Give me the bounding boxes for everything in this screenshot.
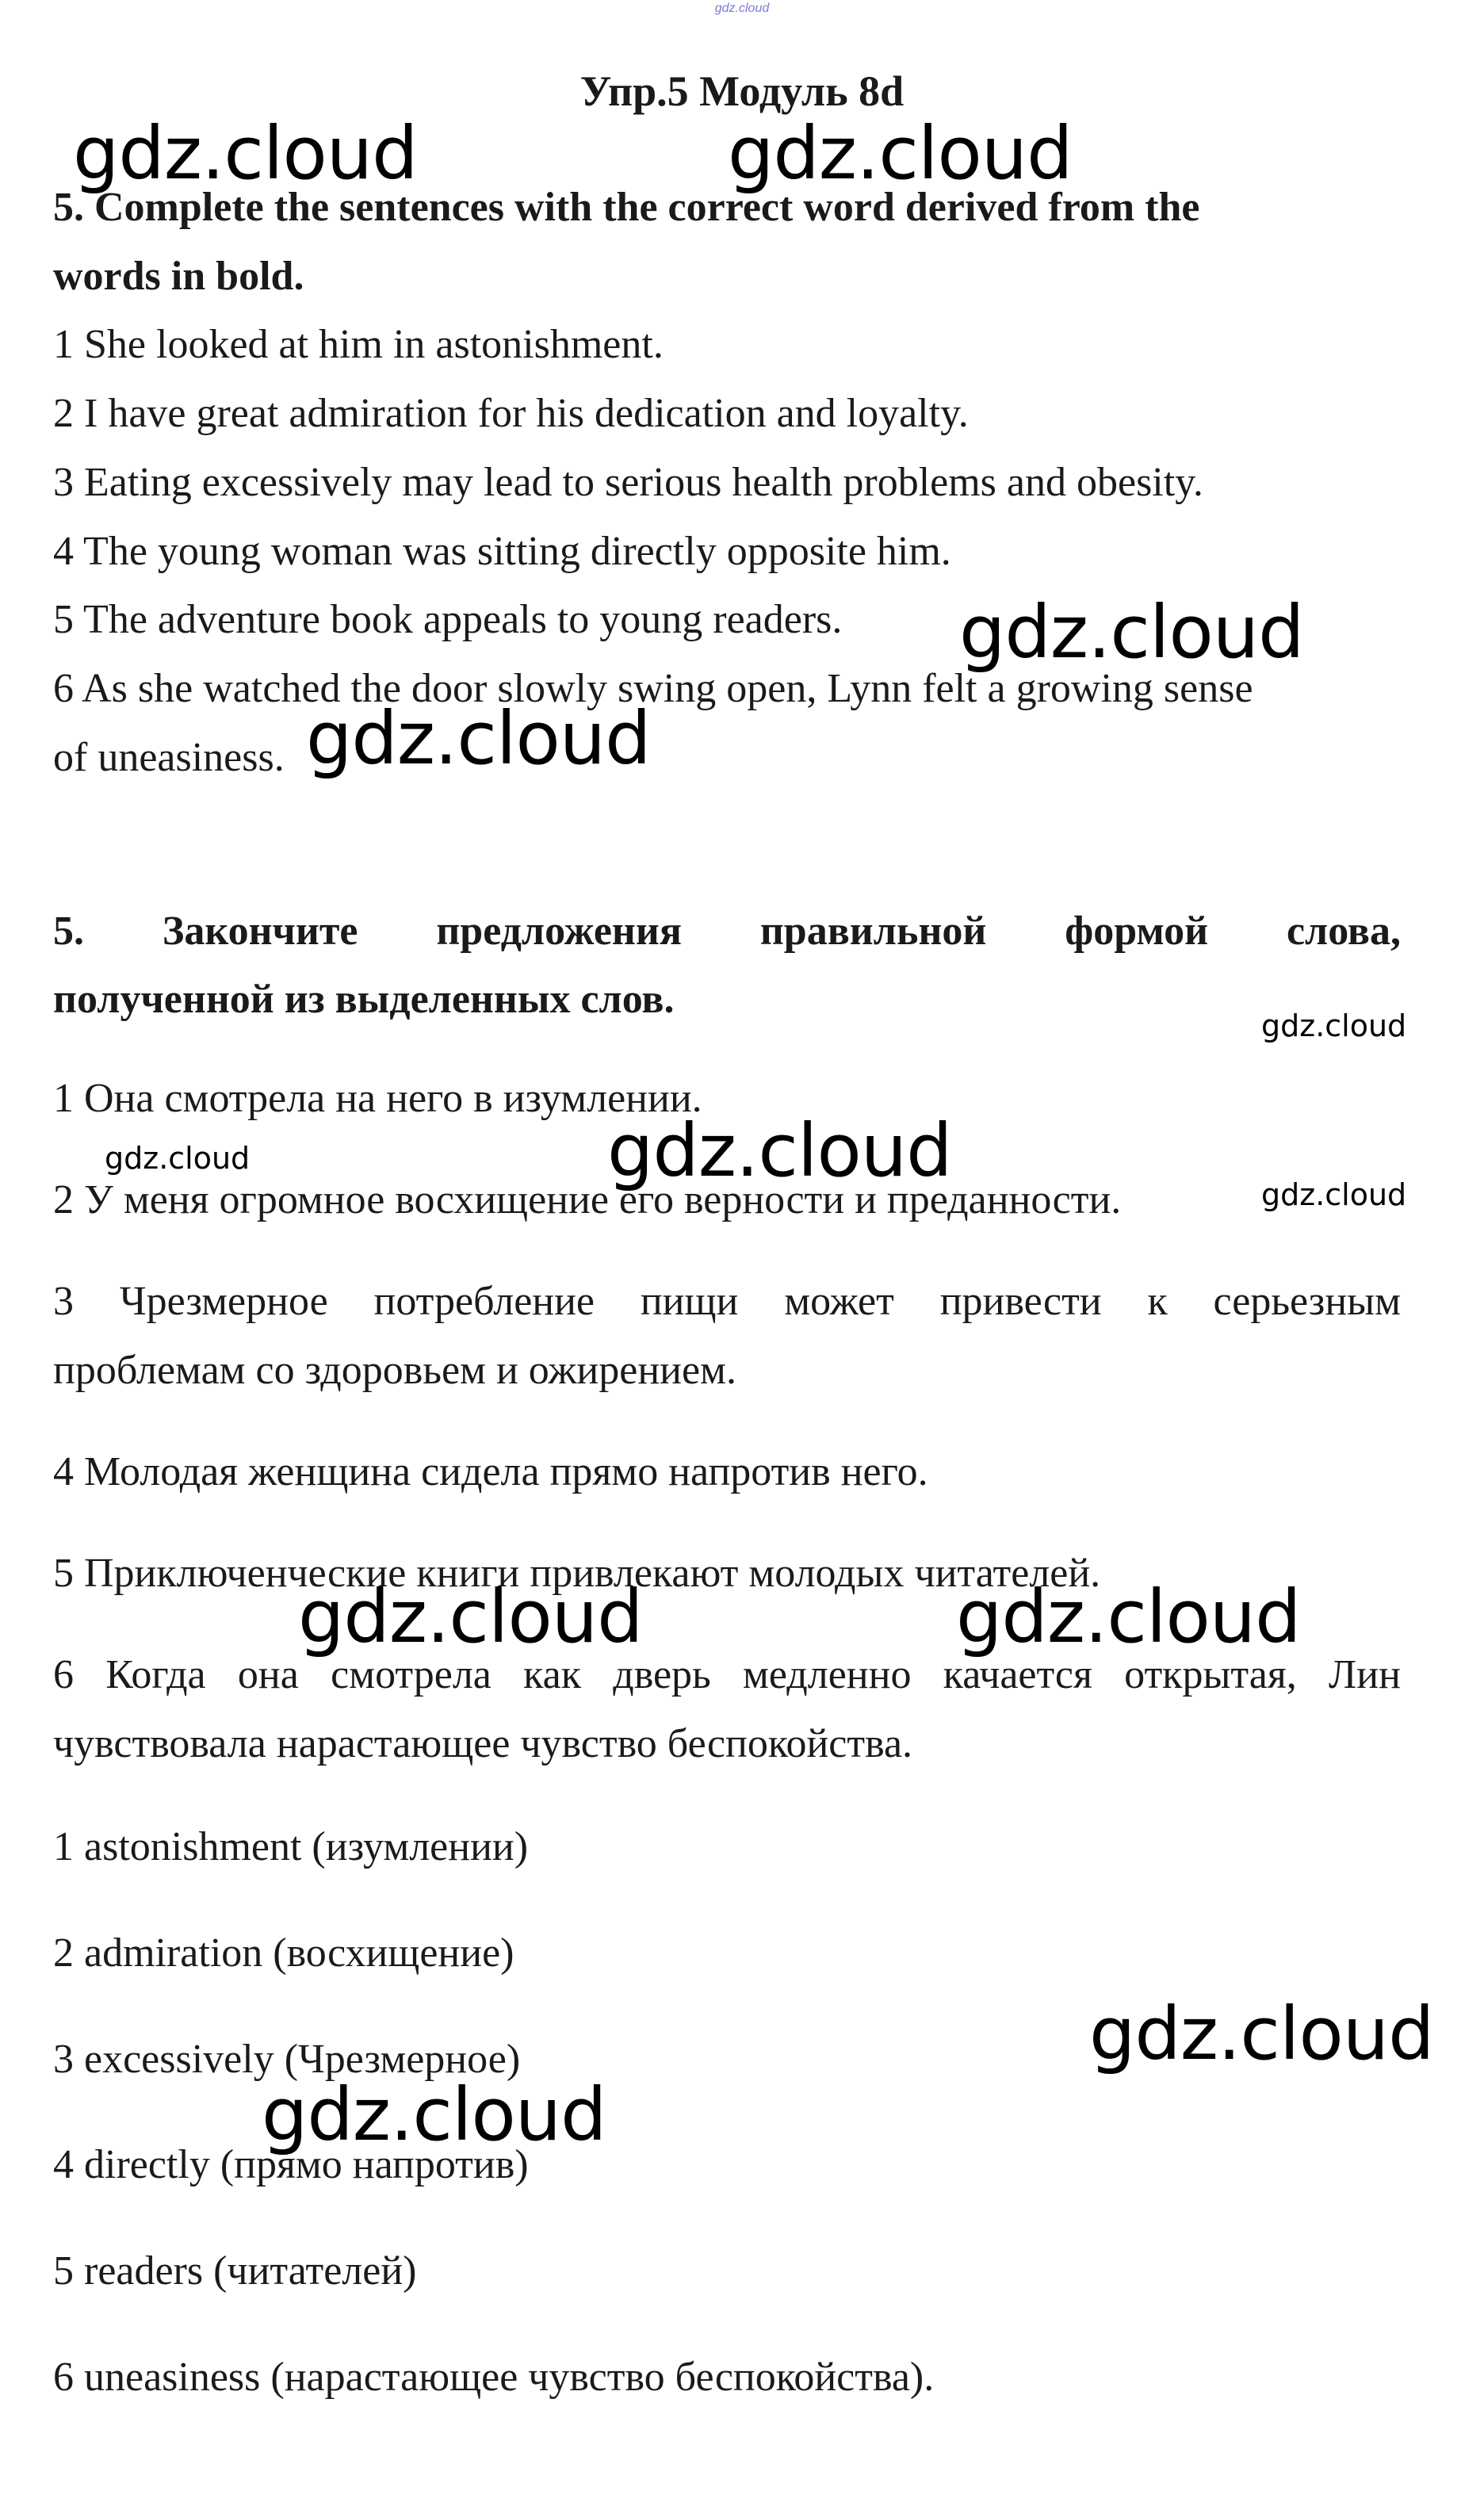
word: она: [237, 1652, 299, 1697]
watermark: gdz.cloud: [105, 1141, 251, 1176]
word: Чрезмерное: [119, 1279, 328, 1324]
english-sentence-3: 3 Eating excessively may lead to serious health problems and obesity.: [53, 460, 1203, 505]
watermark: gdz.cloud: [306, 696, 651, 781]
watermark: gdz.cloud: [262, 2072, 606, 2157]
word: 3: [53, 1279, 74, 1324]
word: серьезным: [1213, 1279, 1401, 1324]
russian-sentence-3-line-1: [53, 1278, 1401, 1325]
russian-task-line-2: полученной из выделенных слов.: [53, 977, 675, 1022]
watermark: gdz.cloud: [73, 111, 418, 196]
word: качается: [943, 1652, 1092, 1697]
watermark: gdz.cloud: [298, 1574, 643, 1659]
answer-1: 1 astonishment (изумлении): [53, 1824, 529, 1869]
word: дверь: [613, 1652, 711, 1697]
word: потребление: [373, 1279, 595, 1324]
word: Закончите: [162, 909, 358, 954]
top-watermark: gdz.cloud: [714, 2, 770, 15]
russian-sentence-4: 4 Молодая женщина сидела прямо напротив него.: [53, 1449, 928, 1494]
word: 6: [53, 1652, 74, 1697]
watermark: gdz.cloud: [956, 1574, 1301, 1659]
answer-5: 5 readers (читателей): [53, 2248, 417, 2294]
russian-sentence-5: 5 Приключенческие книги привлекают молодых читателей.: [53, 1551, 1101, 1596]
watermark: gdz.cloud: [607, 1108, 952, 1193]
english-task-line-1: 5. Complete the sentences with the correct word derived from the: [53, 185, 1200, 230]
answer-4: 4 directly (прямо напротив): [53, 2142, 529, 2187]
english-sentence-6-line-2: of uneasiness.: [53, 735, 285, 780]
page-title: Упр.5 Модуль 8d: [579, 67, 905, 115]
watermark: gdz.cloud: [1261, 1008, 1407, 1043]
english-sentence-6-line-1: 6 As she watched the door slowly swing open, Lynn felt a growing sense: [53, 666, 1253, 711]
watermark: gdz.cloud: [959, 590, 1304, 675]
word: открытая,: [1124, 1652, 1297, 1697]
russian-sentence-2: 2 У меня огромное восхищение его верности и преданности.: [53, 1177, 1122, 1222]
english-sentence-2: 2 I have great admiration for his dedication and loyalty.: [53, 391, 969, 436]
english-sentence-1: 1 She looked at him in astonishment.: [53, 322, 664, 367]
russian-sentence-3-line-2: проблемам со здоровьем и ожирением.: [53, 1348, 736, 1393]
russian-task-line-1: [53, 908, 1401, 955]
word: может: [784, 1279, 894, 1324]
word: привести: [939, 1279, 1102, 1324]
watermark: gdz.cloud: [1261, 1177, 1407, 1212]
word: формой: [1065, 909, 1209, 954]
word: медленно: [743, 1652, 912, 1697]
word: как: [523, 1652, 581, 1697]
answer-3: 3 excessively (Чрезмерное): [53, 2037, 521, 2082]
word: Лин: [1329, 1652, 1401, 1697]
russian-sentence-6-line-2: чувствовала нарастающее чувство беспокойства.: [53, 1721, 913, 1766]
word: правильной: [759, 909, 987, 954]
word: Когда: [105, 1652, 206, 1697]
english-sentence-5: 5 The adventure book appeals to young readers.: [53, 597, 843, 642]
word: к: [1147, 1279, 1168, 1324]
word: слова,: [1286, 909, 1401, 954]
word: смотрела: [331, 1652, 491, 1697]
word: 5.: [53, 909, 84, 954]
english-sentence-4: 4 The young woman was sitting directly opposite him.: [53, 529, 951, 574]
russian-sentence-1: 1 Она смотрела на него в изумлении.: [53, 1076, 702, 1121]
watermark: gdz.cloud: [1089, 1991, 1434, 2076]
answer-6: 6 uneasiness (нарастающее чувство беспокойства).: [53, 2355, 935, 2400]
answer-2: 2 admiration (восхищение): [53, 1930, 514, 1976]
watermark: gdz.cloud: [728, 111, 1073, 196]
word: предложения: [436, 909, 682, 954]
word: пищи: [640, 1279, 739, 1324]
english-task-line-2: words in bold.: [53, 254, 304, 299]
